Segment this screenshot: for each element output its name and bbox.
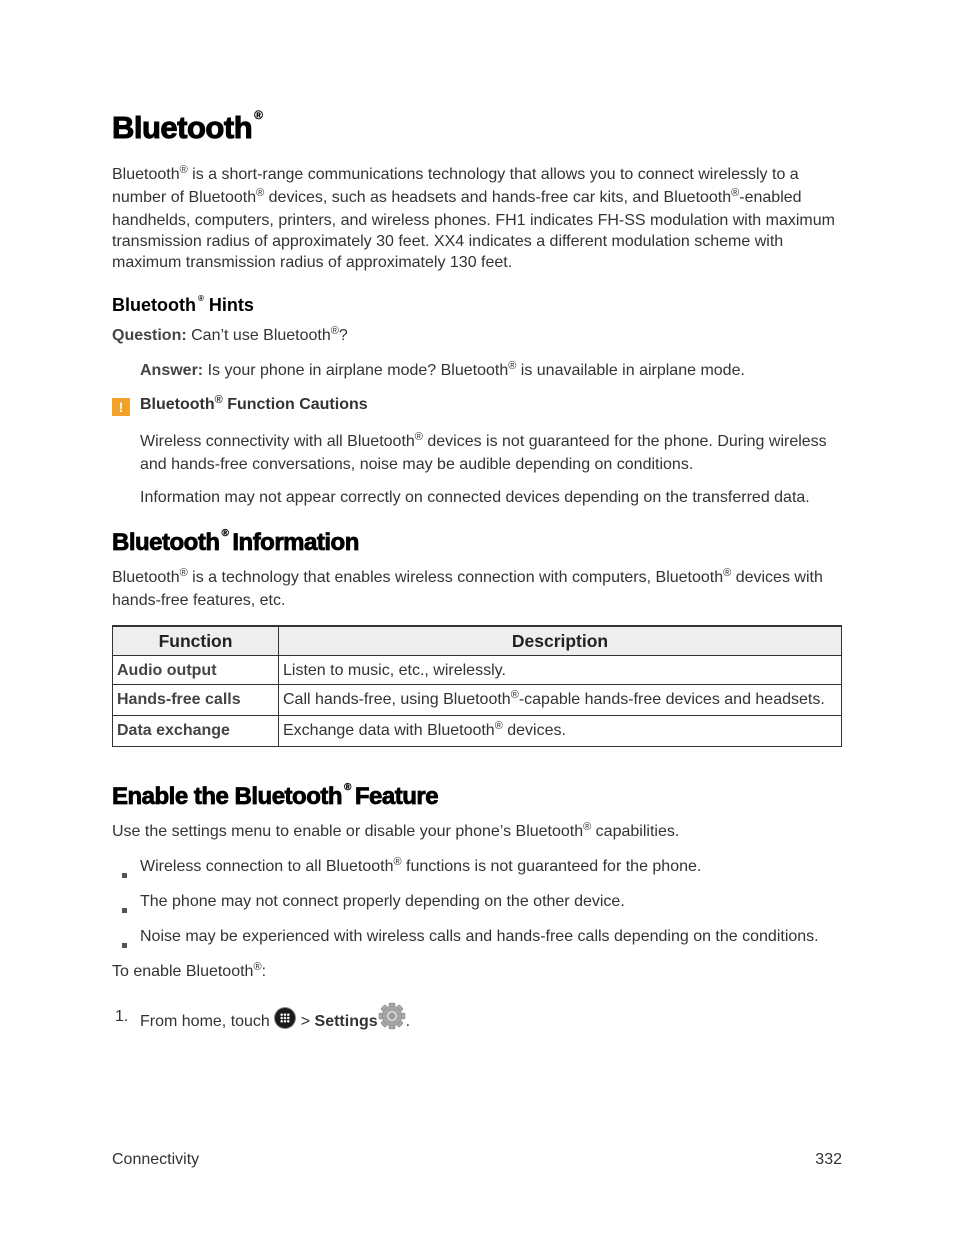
step-1: From home, touch > Settings . [140,1008,842,1036]
hints-heading: Bluetooth ® Hints [112,294,254,315]
table-cell-function: Data exchange [113,715,279,746]
hint-question: Question: Can’t use Bluetooth®? [112,325,348,344]
warning-icon: ! [112,398,130,416]
page-title: Bluetooth ® [112,108,263,145]
caution-paragraph-1: Wireless connectivity with all Bluetooth® devices is not guaranteed for the phone. During wireless and hands-free conversations, noise may be audible depending on conditions. [140,431,827,473]
apps-icon[interactable] [275,1008,295,1028]
hint-answer: Answer: Is your phone in airplane mode? Bluetooth® is unavailable in airplane mode. [140,360,745,379]
function-table [112,625,842,747]
bullet-marker [122,943,127,948]
table-header-function: Function [113,626,279,655]
information-paragraph: Bluetooth® is a technology that enables wireless connection with computers, Bluetooth® devices with hands-free features, etc. [112,567,823,609]
gear-icon[interactable] [378,1002,406,1030]
footer-section-name: Connectivity [112,1151,200,1168]
table-cell-function: Audio output [113,655,279,684]
table-cell-function: Hands-free calls [113,684,279,715]
table-header-row [113,626,842,655]
to-enable-text: To enable Bluetooth®: [112,961,267,980]
caution-paragraph-2: Information may not appear correctly on connected devices depending on the transferred data. [140,489,810,506]
list-item: Wireless connection to all Bluetooth® functions is not guaranteed for the phone. [140,856,702,875]
enable-paragraph: Use the settings menu to enable or disable your phone’s Bluetooth® capabilities. [112,821,680,840]
table-row [113,715,842,746]
table-header-description: Description [279,626,842,655]
enable-heading: Enable the Bluetooth ® Feature [112,782,439,810]
answer-label: Answer: [140,362,204,379]
bullet-marker [122,873,127,878]
settings-label: Settings [314,1013,378,1031]
bullet-marker [122,908,127,913]
caution-title: Bluetooth® Function Cautions [140,394,368,413]
question-label: Question: [112,327,187,344]
table-cell-description: Exchange data with Bluetooth® devices. [279,715,842,746]
table-row [113,655,842,684]
step-number: 1. [115,1008,129,1025]
information-heading: Bluetooth ® Information [112,528,359,556]
table-cell-description: Call hands-free, using Bluetooth®-capable hands-free devices and headsets. [279,684,842,715]
registered-mark: ® [254,108,263,122]
footer-page-number: 332 [815,1151,842,1168]
intro-paragraph: Bluetooth® is a short-range communications technology that allows you to connect wirelessly to a number of Bluetooth® devices, such as headsets and hands-free car kits, and Bluetooth®-enabled handhelds, computers, printers, and wireless phones. FH1 indicates FH-SS modulation with maximum transmission radius of approximately 30 feet. XX4 indicates a different modulation scheme with maximum transmission radius of approximately 130 feet. [112,164,835,271]
list-item: Noise may be experienced with wireless calls and hands-free calls depending on the conditions. [140,928,819,945]
list-item: The phone may not connect properly depending on the other device. [140,893,625,910]
table-row [113,684,842,715]
table-cell-description: Listen to music, etc., wirelessly. [279,655,842,684]
